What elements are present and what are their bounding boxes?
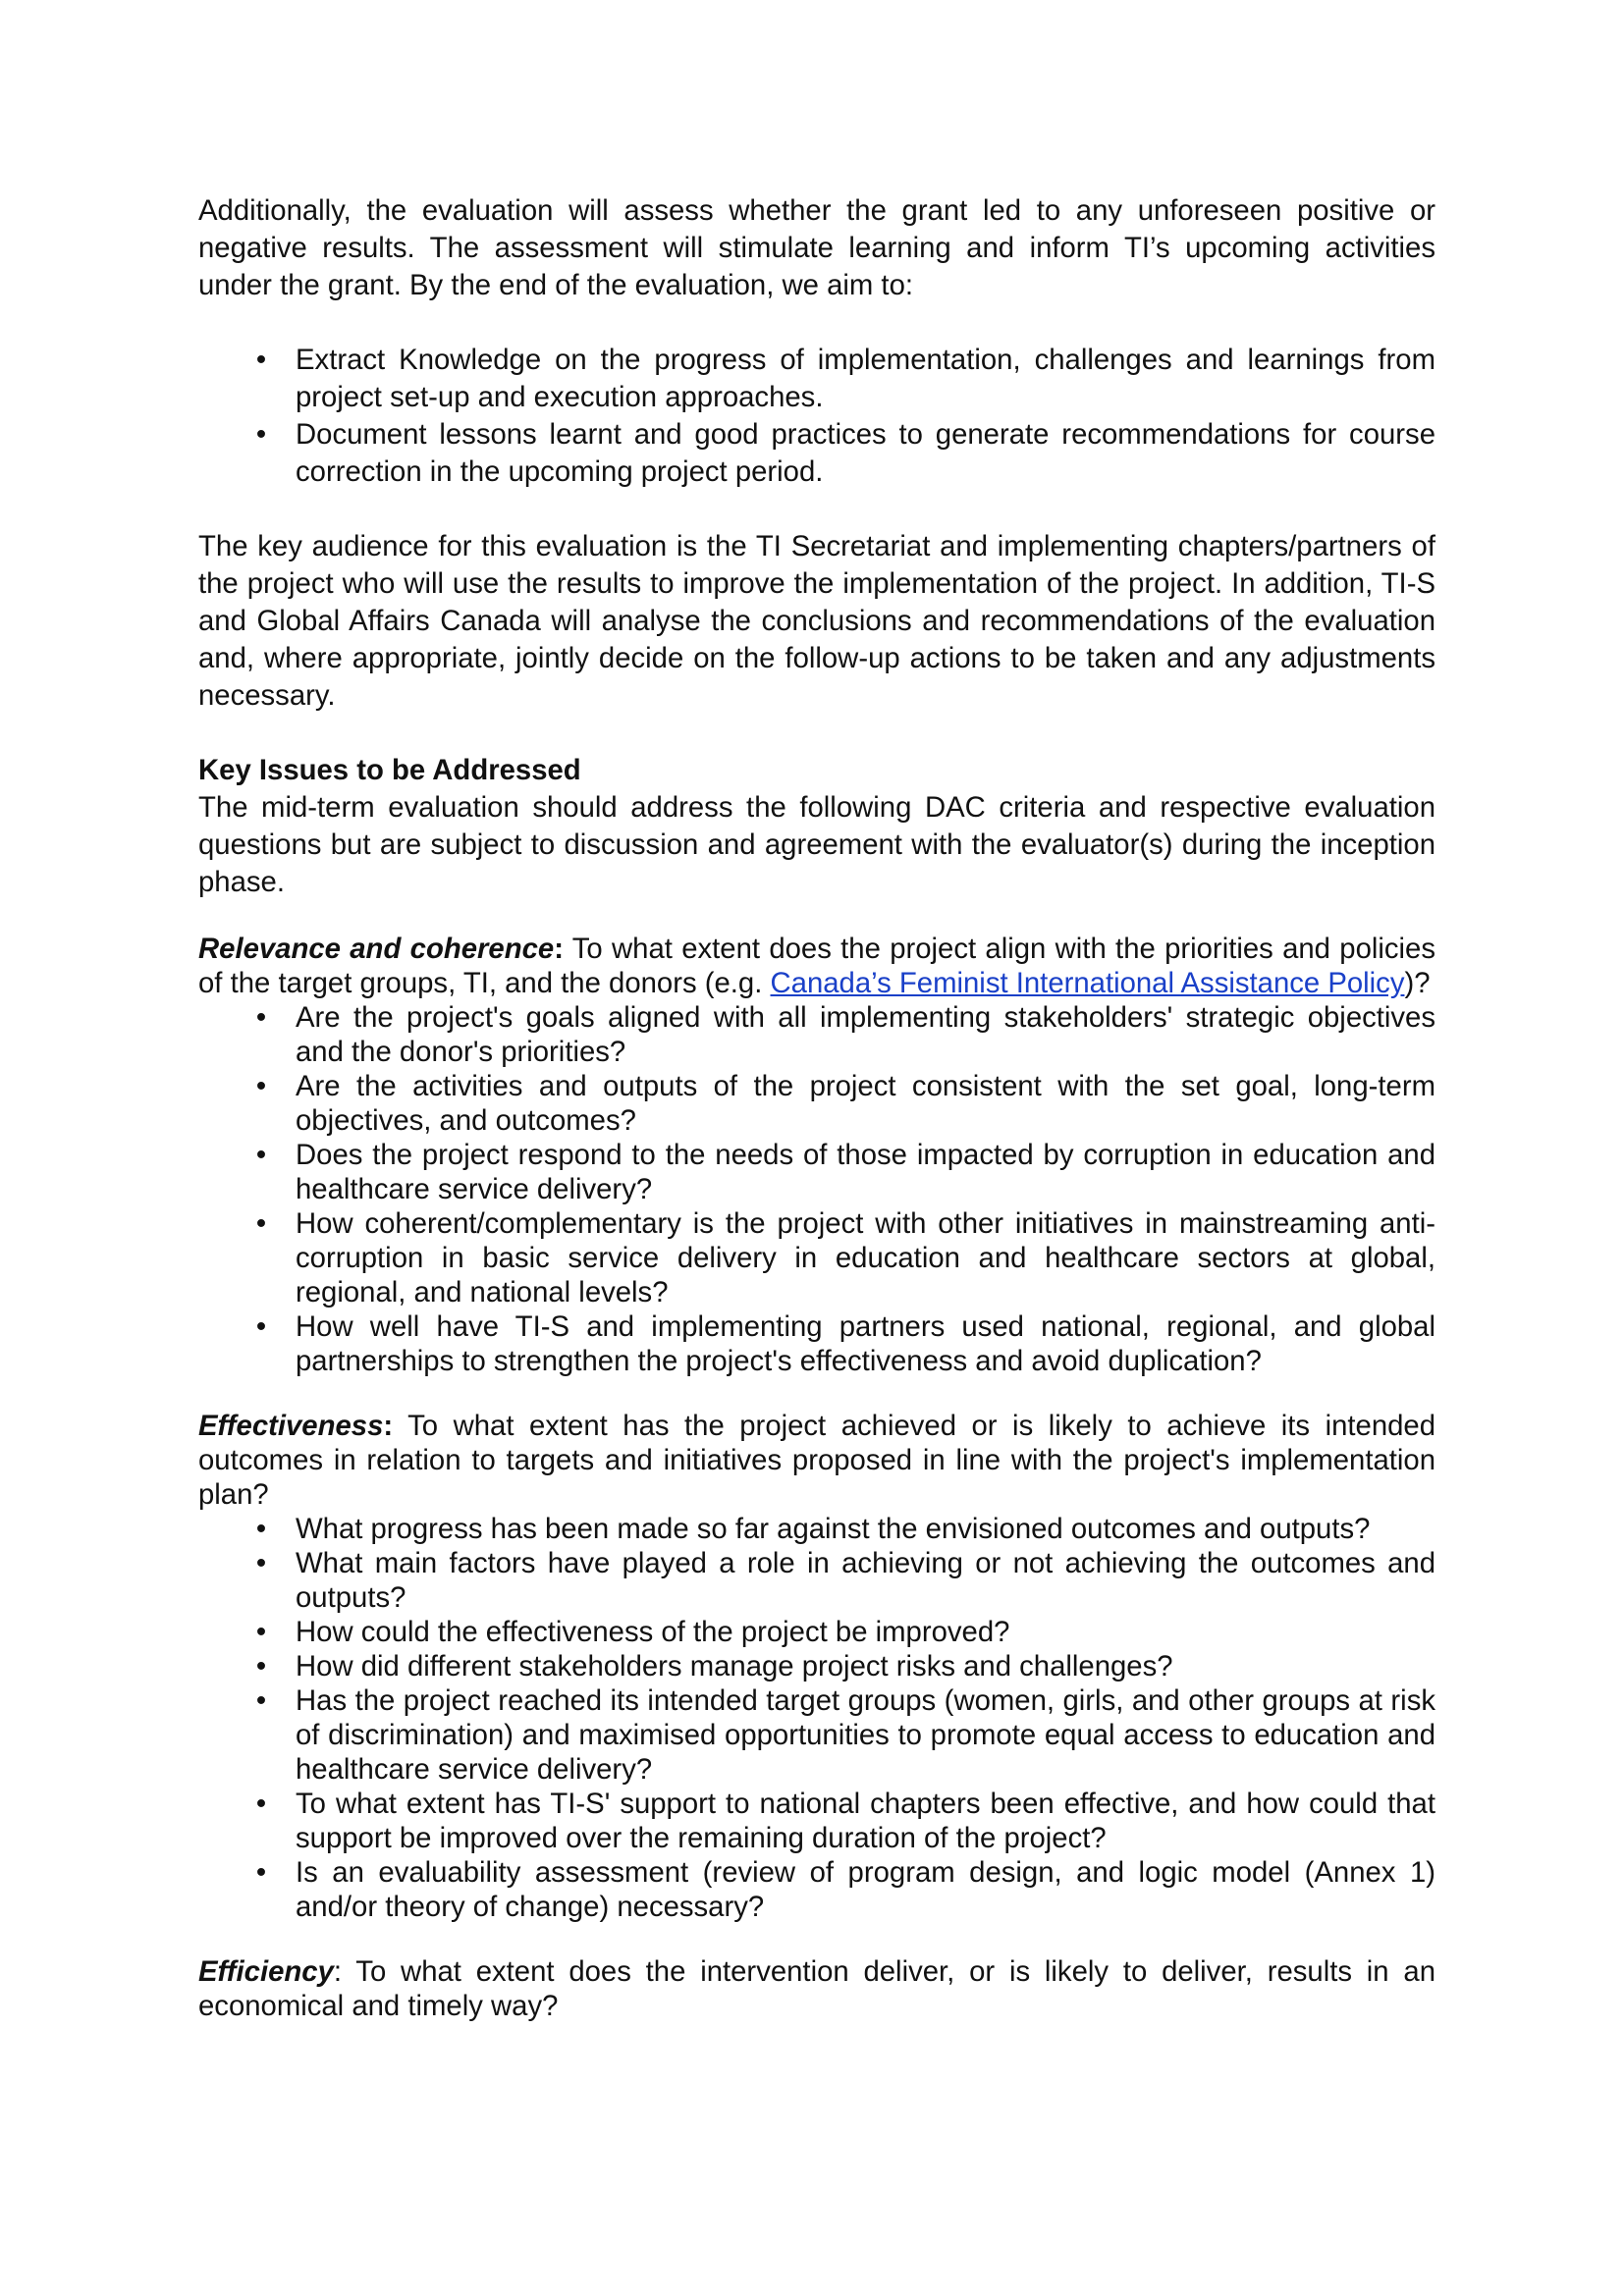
list-item: • How coherent/complementary is the project with other initiatives in mainstreaming anti-corruption in basic service delivery in education and healthcare sectors at global, regional, and national levels? [198, 1206, 1435, 1309]
bullet-icon: • [255, 1650, 267, 1682]
list-item: • What progress has been made so far against the envisioned outcomes and outputs? [198, 1512, 1435, 1546]
effectiveness-paragraph: Effectiveness: To what extent has the project achieved or is likely to achieve its intended outcomes in relation to targets and initiatives proposed in line with the project's implementation plan? [198, 1410, 1435, 1511]
efficiency-label: Efficiency [198, 1955, 334, 1988]
effectiveness-questions [198, 1512, 1435, 1924]
list-item: • Document lessons learnt and good practices to generate recommendations for course correction in the upcoming project period. [198, 416, 1435, 491]
list-item: • Extract Knowledge on the progress of implementation, challenges and learnings from project set-up and execution approaches. [198, 342, 1435, 416]
relevance-questions [198, 1000, 1435, 1378]
policy-link[interactable]: Canada’s Feminist International Assistance Policy [770, 967, 1405, 999]
intro-paragraph: Additionally, the evaluation will assess whether the grant led to any unforeseen positive or negative results. The assessment will stimulate learning and inform TI’s upcoming activities under the grant. By the end of the evaluation, we aim to: [198, 194, 1435, 301]
bullet-icon: • [255, 1684, 267, 1717]
list-item: • How well have TI-S and implementing partners used national, regional, and global partnerships to strengthen the project's effectiveness and avoid duplication? [198, 1309, 1435, 1378]
bullet-icon: • [255, 1616, 267, 1648]
key-issues-paragraph: The mid-term evaluation should address the following DAC criteria and respective evaluation questions but are subject to discussion and agreement with the evaluator(s) during the inception phase. [198, 791, 1435, 898]
list-item: • How could the effectiveness of the project be improved? [198, 1615, 1435, 1649]
bullet-icon: • [255, 1547, 267, 1579]
list-item: • To what extent has TI-S' support to national chapters been effective, and how could that support be improved over the remaining duration of the project? [198, 1787, 1435, 1855]
document-page [198, 192, 1435, 2023]
list-item: • What main factors have played a role in achieving or not achieving the outcomes and outputs? [198, 1546, 1435, 1615]
section-heading: Key Issues to be Addressed [198, 754, 581, 786]
bullet-icon: • [255, 1207, 267, 1240]
bullet-icon: • [255, 1788, 267, 1820]
bullet-icon: • [255, 1070, 267, 1102]
list-item: • Has the project reached its intended target groups (women, girls, and other groups at risk of discrimination) and maximised opportunities to promote equal access to education and healthcare service delivery? [198, 1683, 1435, 1787]
relevance-paragraph: Relevance and coherence: To what extent does the project align with the priorities and policies of the target groups, TI, and the donors (e.g. Canada’s Feminist International Assistance Policy)? [198, 933, 1435, 999]
relevance-label: Relevance and coherence [198, 933, 555, 965]
list-item: • Are the activities and outputs of the project consistent with the set goal, long-term objectives, and outcomes? [198, 1069, 1435, 1138]
list-item: • Does the project respond to the needs of those impacted by corruption in education and healthcare service delivery? [198, 1138, 1435, 1206]
effectiveness-label: Effectiveness [198, 1410, 384, 1442]
bullet-icon: • [255, 344, 267, 376]
bullet-icon: • [255, 1856, 267, 1889]
list-item: • How did different stakeholders manage project risks and challenges? [198, 1649, 1435, 1683]
list-item: • Are the project's goals aligned with all implementing stakeholders' strategic objectives and the donor's priorities? [198, 1000, 1435, 1069]
bullet-icon: • [255, 1310, 267, 1343]
bullet-icon: • [255, 1001, 267, 1034]
bullet-icon: • [255, 1513, 267, 1545]
efficiency-paragraph: Efficiency: To what extent does the intervention deliver, or is likely to deliver, results in an economical and timely way? [198, 1955, 1435, 2022]
audience-paragraph: The key audience for this evaluation is the TI Secretariat and implementing chapters/partners of the project who will use the results to improve the implementation of the project. In addition, TI-S and Global Affairs Canada will analyse the conclusions and recommendations of the evaluation and, where appropriate, jointly decide on the follow-up actions to be taken and any adjustments necessary. [198, 530, 1435, 712]
list-item: • Is an evaluability assessment (review of program design, and logic model (Annex 1) and/or theory of change) necessary? [198, 1855, 1435, 1924]
bullet-icon: • [255, 1139, 267, 1171]
bullet-icon: • [255, 418, 267, 451]
aims-list [198, 342, 1435, 491]
